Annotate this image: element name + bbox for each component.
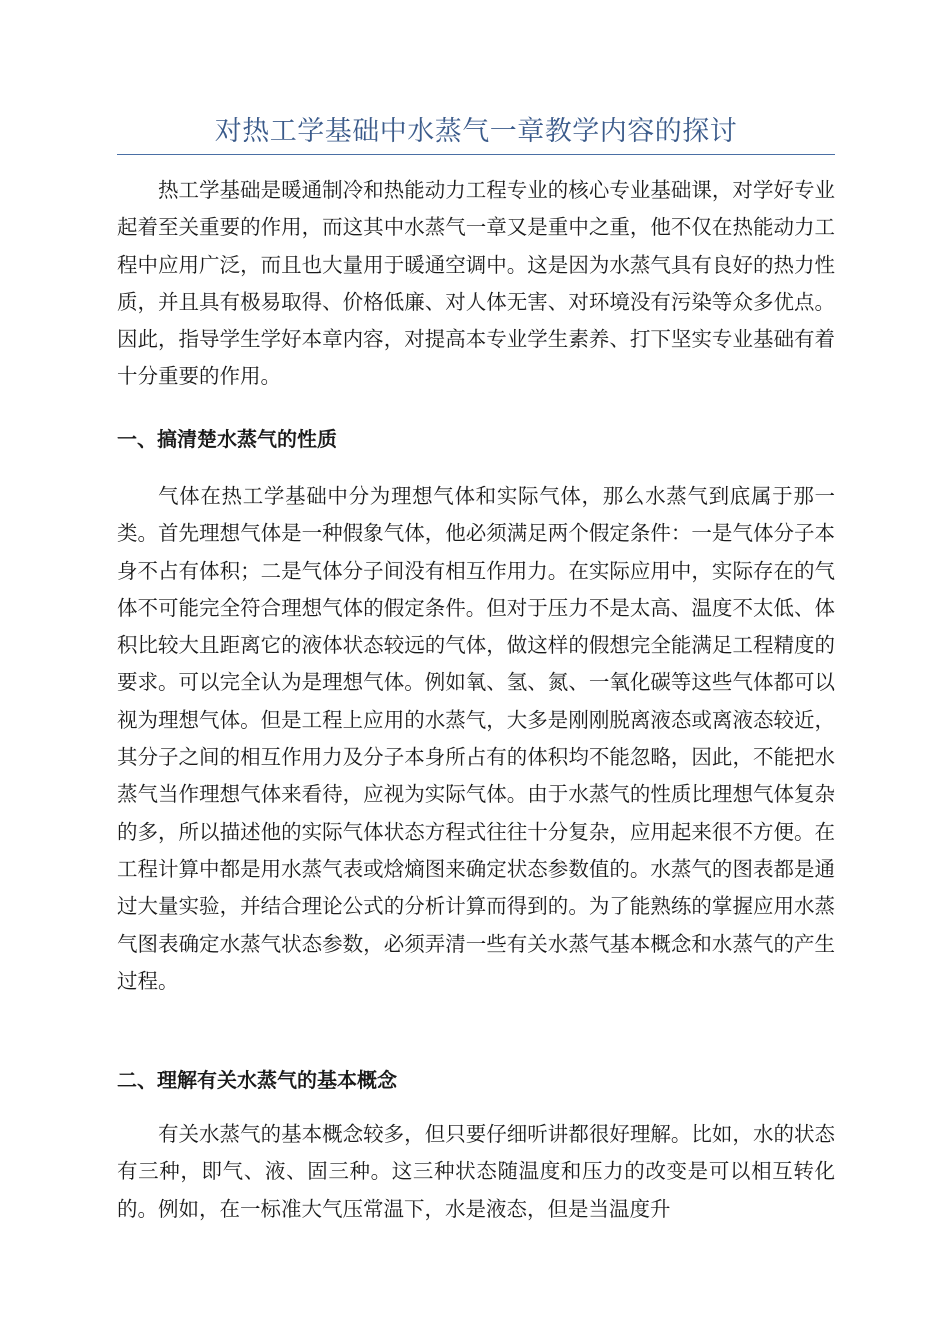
title-underline bbox=[117, 154, 835, 155]
document-title: 对热工学基础中水蒸气一章教学内容的探讨 bbox=[214, 116, 738, 147]
section-2-paragraph: 有关水蒸气的基本概念较多，但只要仔细听讲都很好理解。比如，水的状态有三种，即气、液、固三种。这三种状态随温度和压力的改变是可以相互转化的。例如，在一标准大气压常温下，水是液态，但是当温度升 bbox=[117, 1122, 835, 1221]
section-heading-2: 二、理解有关水蒸气的基本概念 bbox=[117, 1068, 397, 1092]
intro-paragraph: 热工学基础是暖通制冷和热能动力工程专业的核心专业基础课，对学好专业起着至关重要的作用，而这其中水蒸气一章又是重中之重，他不仅在热能动力工程中应用广泛，而且也大量用于暖通空调中。这是因为水蒸气具有良好的热力性质，并且具有极易取得、价格低廉、对人体无害、对环境没有污染等众多优点。因此，指导学生学好本章内容，对提高本专业学生素养、打下坚实专业基础有着十分重要的作用。 bbox=[117, 178, 835, 389]
section-heading-1: 一、搞清楚水蒸气的性质 bbox=[117, 427, 337, 451]
section-1-paragraph: 气体在热工学基础中分为理想气体和实际气体，那么水蒸气到底属于那一类。首先理想气体是一种假象气体，他必须满足两个假定条件：一是气体分子本身不占有体积；二是气体分子间没有相互作用力。在实际应用中，实际存在的气体不可能完全符合理想气体的假定条件。但对于压力不是太高、温度不太低、体积比较大且距离它的液体状态较远的气体，做这样的假想完全能满足工程精度的要求。可以完全认为是理想气体。例如氧、氢、氮、一氧化碳等这些气体都可以视为理想气体。但是工程上应用的水蒸气，大多是刚刚脱离液态或离液态较近，其分子之间的相互作用力及分子本身所占有的体积均不能忽略，因此，不能把水蒸气当作理想气体来看待，应视为实际气体。由于水蒸气的性质比理想气体复杂的多，所以描述他的实际气体状态方程式往往十分复杂，应用起来很不方便。在工程计算中都是用水蒸气表或焓熵图来确定状态参数值的。水蒸气的图表都是通过大量实验，并结合理论公式的分析计算而得到的。为了能熟练的掌握应用水蒸气图表确定水蒸气状态参数，必须弄清一些有关水蒸气基本概念和水蒸气的产生过程。 bbox=[117, 484, 835, 993]
